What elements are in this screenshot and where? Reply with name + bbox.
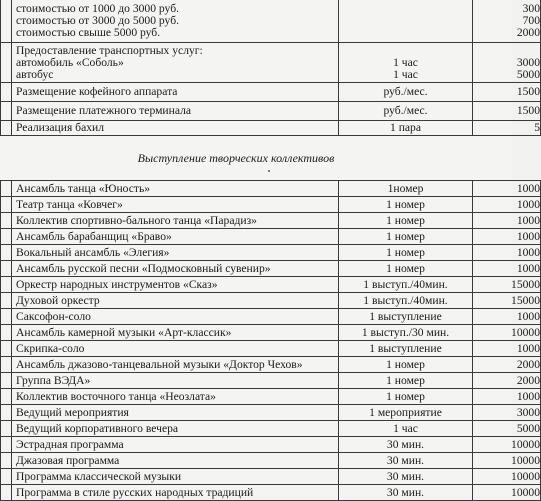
price-cell: 10000 [473, 325, 541, 341]
table-row [1, 485, 541, 501]
table-row [1, 341, 541, 357]
price-cell: 1000 [473, 309, 541, 325]
performer-name-cell: Программа классической музыки [12, 469, 339, 485]
row-number-cell [1, 485, 12, 501]
unit-cell: 30 мин. [339, 453, 473, 469]
price-cell: 15000 [473, 293, 541, 309]
row-number-cell [1, 261, 12, 277]
row-number-cell [1, 453, 12, 469]
price-cell: 10000 [473, 469, 541, 485]
table-row [1, 421, 541, 437]
price-value: 3000 [516, 55, 540, 69]
row-number-cell [1, 102, 12, 121]
table-row [1, 121, 541, 136]
row-number-cell [1, 437, 12, 453]
price-cell: 10000 [473, 453, 541, 469]
row-number-cell [1, 357, 12, 373]
unit-cell: 1номер [339, 181, 473, 197]
price-value [473, 45, 540, 57]
performer-name-cell: Группа ВЭДА» [12, 373, 339, 389]
row-number-cell [1, 245, 12, 261]
row-number-cell [1, 405, 12, 421]
unit-cell: 1 выступление [339, 309, 473, 325]
performer-name-cell: Ансамбль джазово-танцевальной музыки «Доктор Чехов» [12, 357, 339, 373]
row-number-cell [1, 469, 12, 485]
row-number-cell [1, 309, 12, 325]
price-value: 700 [522, 13, 540, 27]
scan-speck [268, 170, 270, 172]
service-name: стоимостью от 1000 до 3000 руб. [16, 1, 180, 15]
price-cell: 1000 [473, 229, 541, 245]
price-cell: 5000 [473, 421, 541, 437]
table-row [1, 0, 541, 43]
unit-cell: 1 номер [339, 245, 473, 261]
services-table-top [0, 0, 541, 136]
row-number-cell [1, 277, 12, 293]
service-name: автобус [16, 67, 54, 81]
price-cell: 3000 [473, 405, 541, 421]
price-value: 2000 [516, 25, 540, 39]
unit-cell: 1 номер [339, 389, 473, 405]
row-number-cell [1, 373, 12, 389]
price-cell: 1000 [473, 181, 541, 197]
section-title: Выступление творческих коллективов [137, 151, 335, 165]
service-name-cell: Реализация бахил [12, 121, 339, 136]
price-cell: 1500 [473, 102, 541, 121]
price-cell: 1000 [473, 341, 541, 357]
unit-cell: 1 номер [339, 229, 473, 245]
performer-name-cell: Театр танца «Ковчег» [12, 197, 339, 213]
table-row [1, 213, 541, 229]
unit-cell [339, 43, 473, 83]
unit-cell: 1 номер [339, 373, 473, 389]
table-row [1, 437, 541, 453]
unit-cell: руб./мес. [339, 102, 473, 121]
performer-name-cell: Эстрадная программа [12, 437, 339, 453]
unit-cell: 1 выступ./40мин. [339, 293, 473, 309]
service-name-cell [12, 0, 339, 43]
performer-name-cell: Скрипка-соло [12, 341, 339, 357]
unit-value [339, 45, 472, 57]
unit-cell: 30 мин. [339, 485, 473, 501]
service-name: стоимостью от 3000 до 5000 руб. [16, 13, 180, 27]
table-row [1, 405, 541, 421]
row-number-cell [1, 213, 12, 229]
row-number-cell [1, 229, 12, 245]
service-name-cell: Размещение кофейного аппарата [12, 83, 339, 102]
service-name-cell [12, 43, 339, 83]
unit-cell [339, 0, 473, 43]
service-name: стоимостью свыше 5000 руб. [16, 25, 161, 39]
unit-cell: 1 номер [339, 357, 473, 373]
unit-cell: 1 номер [339, 213, 473, 229]
unit-cell: 1 час [339, 421, 473, 437]
performer-name-cell: Духовой оркестр [12, 293, 339, 309]
price-cell [473, 43, 541, 83]
price-cell: 1500 [473, 83, 541, 102]
service-name: автомобиль «Соболь» [16, 55, 124, 69]
unit-cell: 1 выступ./40мин. [339, 277, 473, 293]
table-row [1, 229, 541, 245]
unit-cell: 1 выступление [339, 341, 473, 357]
service-name-cell: Размещение платежного терминала [12, 102, 339, 121]
price-value: 5000 [516, 67, 540, 81]
unit-value: 1 час [393, 55, 418, 69]
price-cell: 1000 [473, 197, 541, 213]
table-row [1, 102, 541, 121]
price-cell: 15000 [473, 277, 541, 293]
row-number-cell [1, 293, 12, 309]
price-cell: 10000 [473, 437, 541, 453]
row-number-cell [1, 421, 12, 437]
price-cell: 10000 [473, 485, 541, 501]
table-row [1, 293, 541, 309]
row-number-cell [1, 197, 12, 213]
price-cell: 2000 [473, 373, 541, 389]
price-cell: 1000 [473, 213, 541, 229]
table-row [1, 453, 541, 469]
performer-name-cell: Ансамбль танца «Юность» [12, 181, 339, 197]
table-row [1, 181, 541, 197]
table-row [1, 43, 541, 83]
row-number-cell [1, 181, 12, 197]
performer-name-cell: Вокальный ансамбль «Элегия» [12, 245, 339, 261]
row-number-cell [1, 325, 12, 341]
performer-name-cell: Оркестр народных инструментов «Сказ» [12, 277, 339, 293]
unit-cell: 1 выступ./30 мин. [339, 325, 473, 341]
price-cell: 1000 [473, 261, 541, 277]
row-number-cell [1, 389, 12, 405]
price-cell: 2000 [473, 357, 541, 373]
price-value: 300 [522, 1, 540, 15]
price-cell [473, 0, 541, 43]
table-row [1, 373, 541, 389]
unit-cell: 30 мин. [339, 469, 473, 485]
table-row [1, 309, 541, 325]
performer-name-cell: Саксофон-соло [12, 309, 339, 325]
unit-cell: 1 пара [339, 121, 473, 136]
unit-cell: 1 номер [339, 197, 473, 213]
unit-cell: 1 мероприятие [339, 405, 473, 421]
table-row [1, 197, 541, 213]
row-number-cell [1, 83, 12, 102]
row-number-cell [1, 341, 12, 357]
performances-table [0, 180, 541, 501]
performer-name-cell: Ансамбль русской песни «Подмосковный сувенир» [12, 261, 339, 277]
row-number-cell [1, 0, 12, 43]
unit-value: 1 час [393, 67, 418, 81]
performer-name-cell: Коллектив спортивно-бального танца «Парадиз» [12, 213, 339, 229]
row-number-cell [1, 43, 12, 83]
table-row [1, 277, 541, 293]
performer-name-cell: Ведущий корпоративного вечера [12, 421, 339, 437]
row-number-cell [1, 121, 12, 136]
price-cell: 5 [473, 121, 541, 136]
performer-name-cell: Ансамбль камерной музыки «Арт-классик» [12, 325, 339, 341]
table-row [1, 261, 541, 277]
performer-name-cell: Ведущий мероприятия [12, 405, 339, 421]
performer-name-cell: Программа в стиле русских народных традиций [12, 485, 339, 501]
table-row [1, 357, 541, 373]
performer-name-cell: Джазовая программа [12, 453, 339, 469]
table-row [1, 469, 541, 485]
price-cell: 1000 [473, 245, 541, 261]
unit-cell: 30 мин. [339, 437, 473, 453]
table-row [1, 325, 541, 341]
table-row [1, 83, 541, 102]
performer-name-cell: Коллектив восточного танца «Неозлата» [12, 389, 339, 405]
service-name: Предоставление транспортных услуг: [16, 43, 203, 57]
unit-cell: 1 номер [339, 261, 473, 277]
table-row [1, 245, 541, 261]
performer-name-cell: Ансамбль барабанщиц «Браво» [12, 229, 339, 245]
unit-cell: руб./мес. [339, 83, 473, 102]
table-row [1, 389, 541, 405]
price-cell: 1000 [473, 389, 541, 405]
